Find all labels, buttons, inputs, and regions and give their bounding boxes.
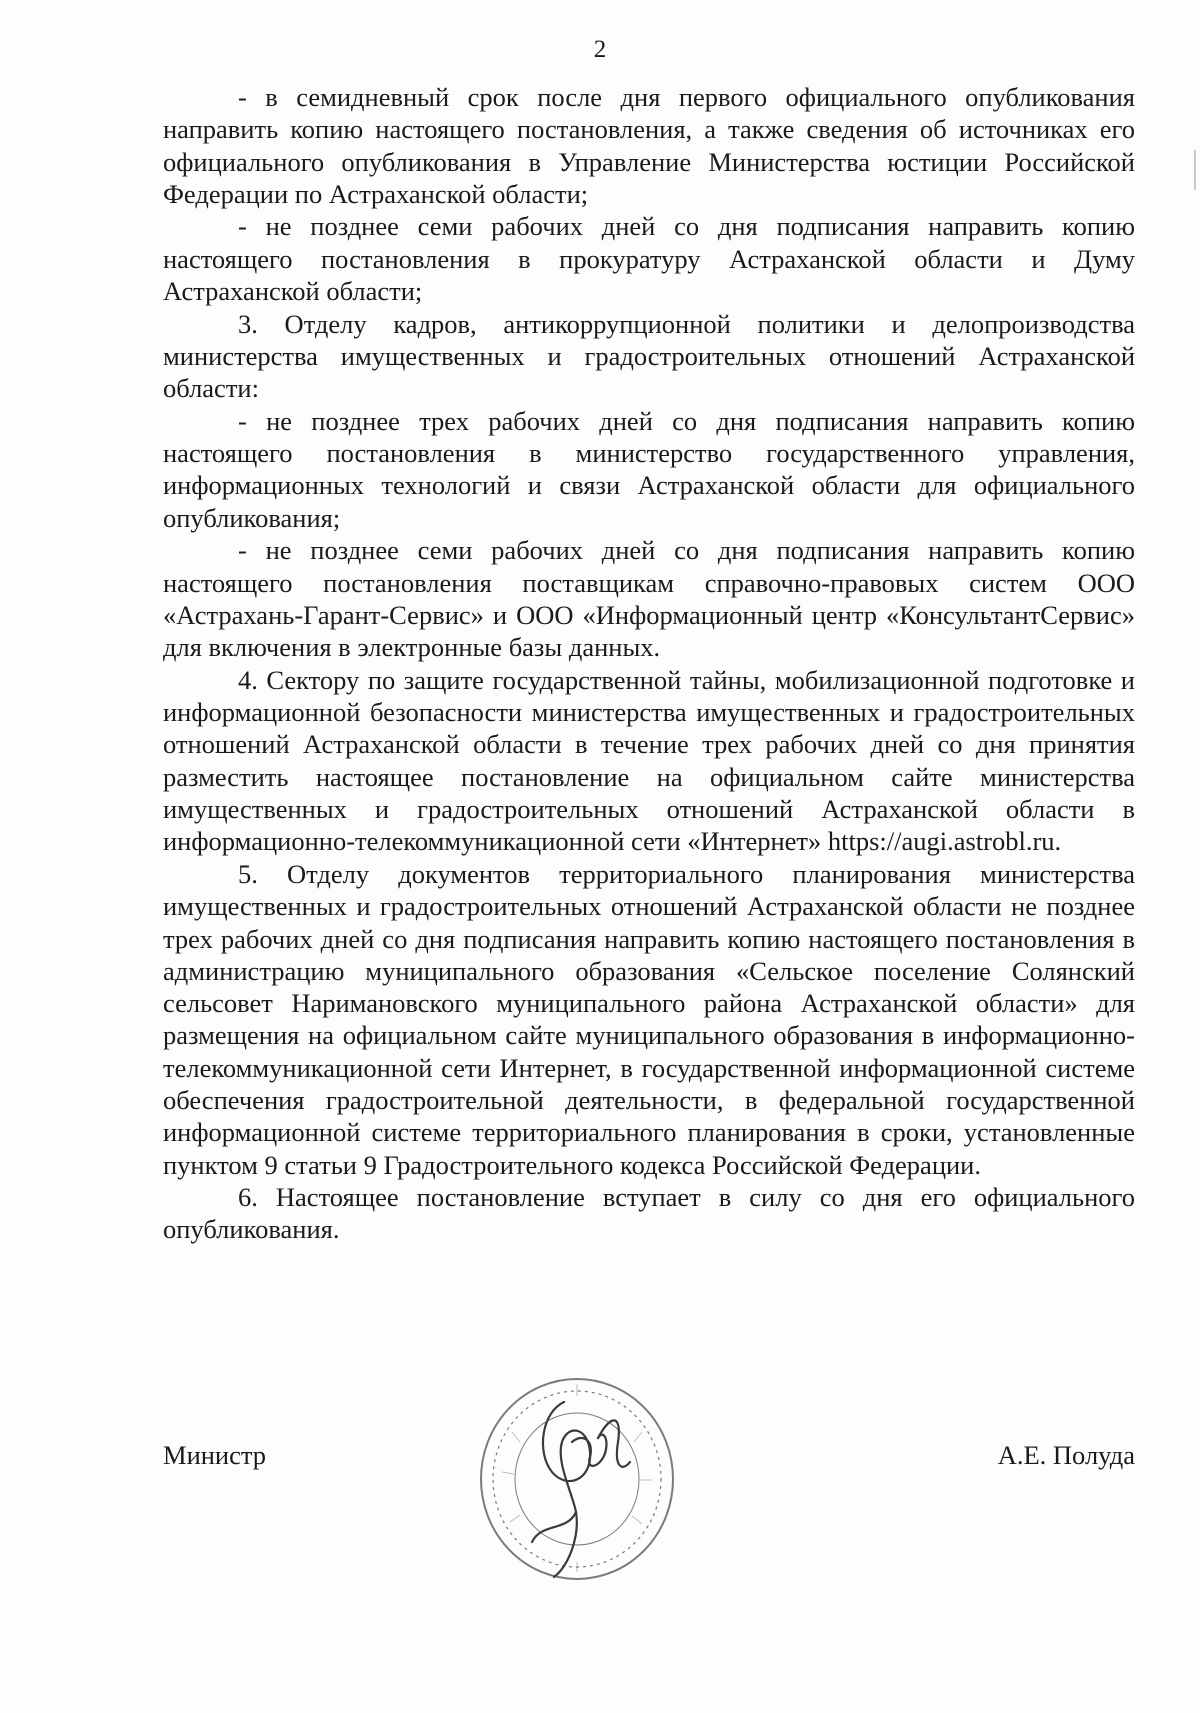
paragraph: 4. Сектору по защите государственной тайны, мобилизационной подготовке и информационной безопасности министерства имущественных и градостроительных отношений Астраханской области в течение трех рабочих дней со дня принятия разместить настоящее постановление на официальном сайте министерства имущественных и градостроительных отношений Астраханской области в информационно-телекоммуникационной сети «Интернет» https://augi.astrobl.ru. bbox=[163, 664, 1135, 857]
paragraph: - не позднее трех рабочих дней со дня подписания направить копию настоящего постановления в министерство государственного управления, информационных технологий и связи Астраханской области для официального опубликования; bbox=[163, 405, 1135, 533]
document-body bbox=[163, 81, 1135, 1246]
paragraph: - не позднее семи рабочих дней со дня подписания направить копию настоящего постановления поставщикам справочно-правовых систем ООО «Астрахань-Гарант-Сервис» и ООО «Информационный центр «КонсультантСервис» для включения в электронные базы данных. bbox=[163, 535, 1135, 663]
paragraph: - в семидневный срок после дня первого официального опубликования направить копию настоящего постановления, а также сведения об источниках его официального опубликования в Управление Министерства юстиции Российской Федерации по Астраханской области; bbox=[163, 82, 1135, 209]
signature-block bbox=[163, 1440, 1135, 1480]
paragraph: 3. Отделу кадров, антикоррупционной политики и делопроизводства министерства имущественных и градостроительных отношений Астраханской области: bbox=[163, 308, 1135, 404]
paragraph: 5. Отделу документов территориального планирования министерства имущественных и градостроительных отношений Астраханской области не позднее трех рабочих дней со дня подписания направить копию настоящего постановления в администрацию муниципального образования «Сельское поселение Солянский сельсовет Наримановского муниципального района Астраханской области» для размещения на официальном сайте муниципального образования в информационно-телекоммуникационной сети Интернет, в государственной информационной системе обеспечения градостроительной деятельности, в федеральной государственной информационной системе территориального планирования в сроки, установленные пунктом 9 статьи 9 Градостроительного кодекса Российской Федерации. bbox=[163, 858, 1135, 1180]
scan-edge-mark bbox=[1194, 150, 1196, 190]
signer-name: А.Е. Полуда bbox=[997, 1440, 1135, 1470]
page-number: 2 bbox=[593, 36, 607, 63]
paragraph: 6. Настоящее постановление вступает в силу со дня его официального опубликования. bbox=[163, 1182, 1135, 1245]
signer-role: Министр bbox=[163, 1440, 267, 1470]
paragraph: - не позднее семи рабочих дней со дня подписания направить копию настоящего постановления в прокуратуру Астраханской области и Думу Астраханской области; bbox=[163, 211, 1135, 307]
